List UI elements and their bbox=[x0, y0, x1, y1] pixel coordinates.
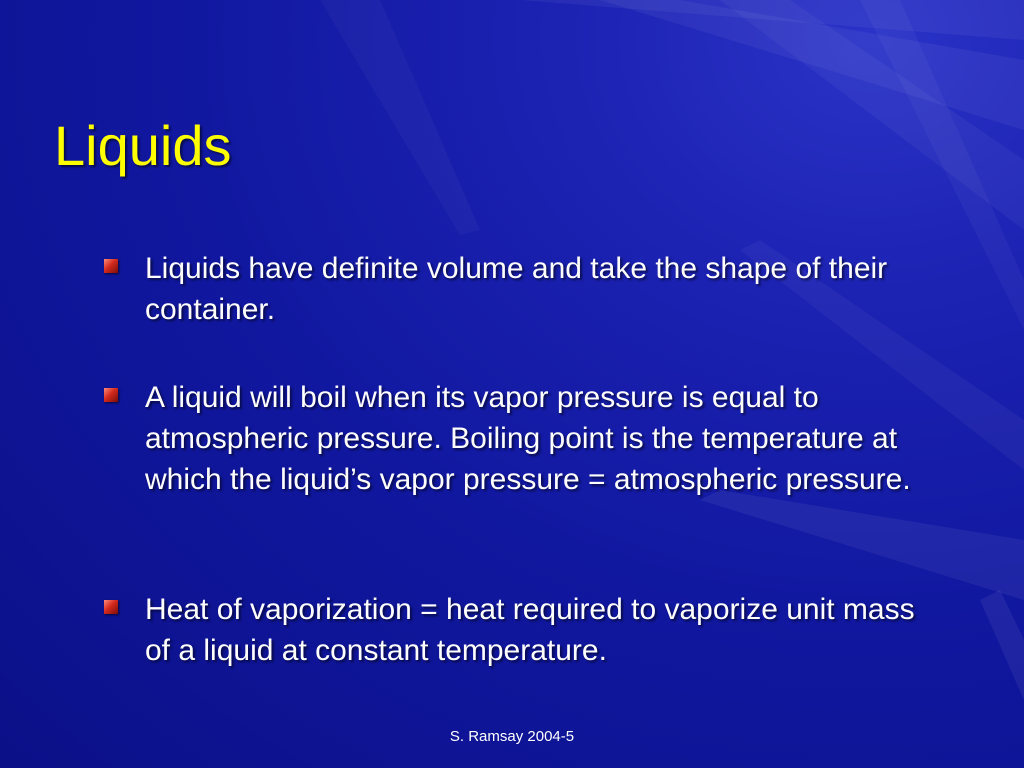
slide-title: Liquids bbox=[54, 114, 232, 177]
square-bullet-icon bbox=[104, 388, 118, 402]
bullet-text: Liquids have definite volume and take the shape of their container. bbox=[145, 252, 888, 326]
slide-footer: S. Ramsay 2004-5 bbox=[449, 728, 575, 745]
square-bullet-icon bbox=[104, 600, 118, 614]
square-bullet-icon bbox=[104, 259, 118, 273]
bullet-text: A liquid will boil when its vapor pressure is equal to atmospheric pressure. Boiling point is the temperature at which the liquid’s vapor pressure = atmospheric pressure. bbox=[145, 381, 911, 496]
bullet-text: Heat of vaporization = heat required to vaporize unit mass of a liquid at constant temperature. bbox=[145, 593, 915, 667]
